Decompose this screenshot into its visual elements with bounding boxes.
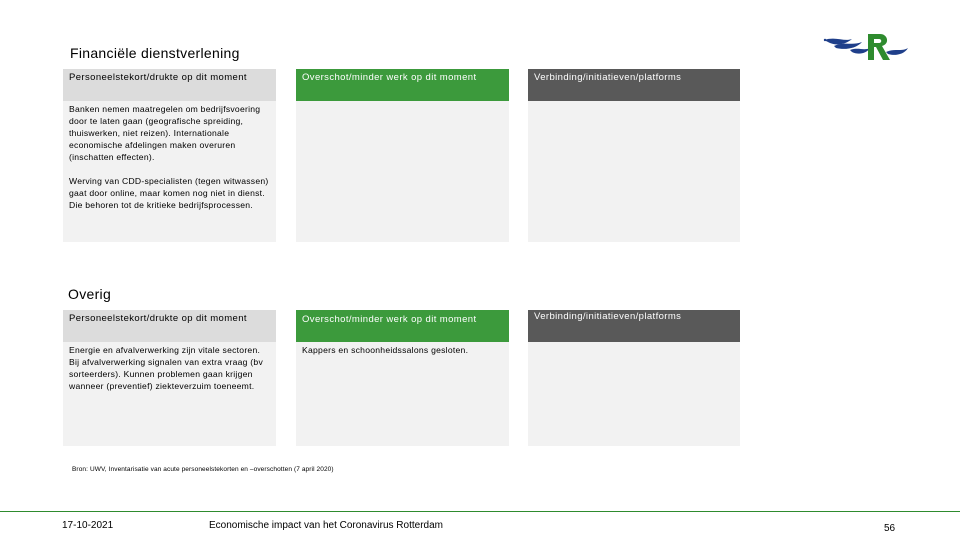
panel-paragraph: Werving van CDD-specialisten (tegen witwassen) gaat door online, maar komen nog niet in dienst. Die behoren tot de kritieke bedrijfsprocessen. [69, 176, 269, 210]
panel-other-surplus: Kappers en schoonheidssalons gesloten. [296, 342, 509, 446]
header-connection: Verbinding/initiatieven/platforms [528, 69, 740, 101]
header-surplus: Overschot/minder werk op dit moment [296, 310, 509, 342]
header-connection: Verbinding/initiatieven/platforms [528, 310, 740, 342]
footer-date: 17-10-2021 [62, 520, 114, 531]
section-title-financial: Financiële dienstverlening [70, 45, 240, 61]
page-number: 56 [884, 523, 896, 534]
rotterdam-logo-icon [822, 30, 910, 64]
source-note: Bron: UWV, Inventarisatie van acute personeelstekorten en –overschotten (7 april 2020) [72, 466, 334, 473]
panel-financial-shortage [63, 101, 276, 242]
header-shortage: Personeelstekort/drukte op dit moment [63, 310, 276, 342]
footer-title: Economische impact van het Coronavirus Rotterdam [209, 520, 443, 531]
panel-paragraph: Banken nemen maatregelen om bedrijfsvoering door te laten gaan (geografische spreiding, thuiswerken, niet reizen). Internationale economische afdelingen maken overuren (inschatten effecten). [69, 104, 261, 162]
header-surplus: Overschot/minder werk op dit moment [296, 69, 509, 101]
panel-financial-surplus [296, 101, 509, 242]
panel-other-shortage: Energie en afvalverwerking zijn vitale sectoren. Bij afvalverwerking signalen van extra vraag (bv sorteerders). Kunnen problemen gaan krijgen wanneer (preventief) ziekteverzuim toeneemt. [63, 342, 276, 446]
panel-financial-connection [528, 101, 740, 242]
header-shortage: Personeelstekort/drukte op dit moment [63, 69, 276, 101]
panel-other-connection [528, 342, 740, 446]
footer-divider [0, 511, 960, 512]
section-title-other: Overig [68, 286, 112, 302]
